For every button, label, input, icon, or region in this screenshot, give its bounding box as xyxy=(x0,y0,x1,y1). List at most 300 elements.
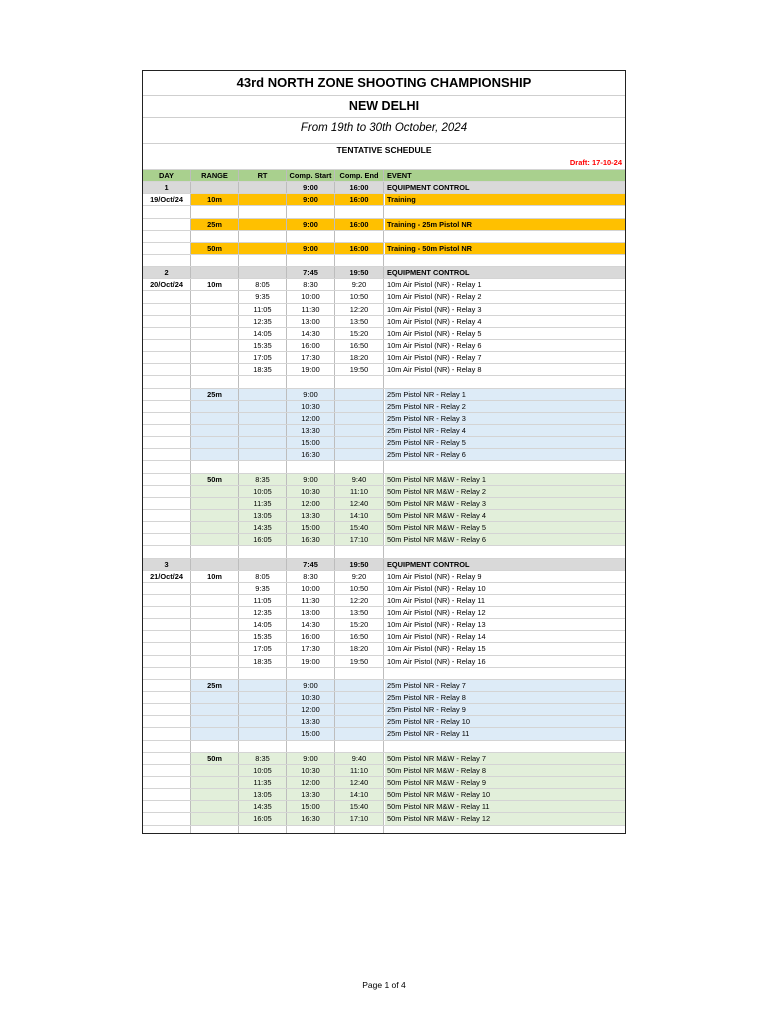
cell-ev: 10m Air Pistol (NR) - Relay 16 xyxy=(387,656,486,666)
cell-day xyxy=(143,692,191,703)
cell-ce xyxy=(335,741,384,752)
cell-range xyxy=(191,619,239,630)
cell-range xyxy=(191,425,239,436)
cell-ce xyxy=(335,413,384,424)
table-row xyxy=(143,618,625,630)
cell-range xyxy=(191,522,239,533)
cell-cs: 13:00 xyxy=(287,607,335,618)
cell-day xyxy=(143,401,191,412)
cell-ev: 10m Air Pistol (NR) - Relay 14 xyxy=(387,632,486,642)
cell-rt: 10:05 xyxy=(239,486,287,497)
table-row xyxy=(143,363,625,375)
cell-ev: 10m Air Pistol (NR) - Relay 12 xyxy=(387,608,486,618)
cell-day xyxy=(143,449,191,460)
cell-ev: 10m Air Pistol (NR) - Relay 2 xyxy=(387,292,482,302)
cell-range xyxy=(191,716,239,727)
cell-cs: 9:00 xyxy=(287,753,335,764)
table-row xyxy=(143,327,625,339)
cell-day xyxy=(143,352,191,363)
date-range: From 19th to 30th October, 2024 xyxy=(300,122,468,134)
cell-day: 21/Oct/24 xyxy=(143,571,191,582)
cell-range xyxy=(191,304,239,315)
table-row xyxy=(143,800,625,812)
cell-ce xyxy=(335,716,384,727)
cell-range xyxy=(191,461,239,472)
cell-ev: 10m Air Pistol (NR) - Relay 11 xyxy=(387,595,486,605)
cell-range xyxy=(191,656,239,667)
cell-rt xyxy=(239,206,287,217)
cell-cs: 9:00 xyxy=(287,243,335,254)
cell-rt: 18:35 xyxy=(239,656,287,667)
cell-range xyxy=(191,826,239,834)
cell-range xyxy=(191,352,239,363)
cell-rt xyxy=(239,194,287,205)
cell-ce: 16:00 xyxy=(335,194,384,205)
cell-rt xyxy=(239,728,287,739)
cell-day xyxy=(143,255,191,266)
cell-cs: 16:00 xyxy=(287,631,335,642)
table-row xyxy=(143,776,625,788)
cell-ev xyxy=(385,741,625,752)
cell-rt xyxy=(239,376,287,387)
cell-ce: 9:20 xyxy=(335,571,384,582)
cell-cs: 16:30 xyxy=(287,449,335,460)
cell-range xyxy=(191,631,239,642)
table-row xyxy=(143,788,625,800)
cell-ev: 10m Air Pistol (NR) - Relay 9 xyxy=(387,571,482,581)
cell-rt: 13:05 xyxy=(239,789,287,800)
cell-cs: 12:00 xyxy=(287,498,335,509)
cell-ce: 14:10 xyxy=(335,510,384,521)
table-row xyxy=(143,266,625,278)
table-row xyxy=(143,521,625,533)
table-row xyxy=(143,509,625,521)
cell-rt: 11:35 xyxy=(239,777,287,788)
cell-range xyxy=(191,449,239,460)
cell-range xyxy=(191,741,239,752)
cell-cs xyxy=(287,376,335,387)
cell-cs xyxy=(287,255,335,266)
cell-range xyxy=(191,364,239,375)
cell-rt xyxy=(239,449,287,460)
cell-ev: 10m Air Pistol (NR) - Relay 1 xyxy=(387,280,482,290)
cell-day: DAY xyxy=(143,170,191,181)
cell-ev: 50m Pistol NR M&W - Relay 1 xyxy=(385,474,625,485)
cell-ce xyxy=(335,704,384,715)
cell-range xyxy=(191,376,239,387)
cell-ev: 10m Air Pistol (NR) - Relay 3 xyxy=(387,304,482,314)
cell-ce: 9:20 xyxy=(335,279,384,290)
table-row xyxy=(143,679,625,691)
cell-ev: EQUIPMENT CONTROL xyxy=(387,183,470,193)
cell-day xyxy=(143,498,191,509)
table-row xyxy=(143,655,625,667)
cell-ev: Training - 50m Pistol NR xyxy=(385,243,625,254)
cell-rt: 18:35 xyxy=(239,364,287,375)
table-row xyxy=(143,460,625,472)
cell-range xyxy=(191,206,239,217)
cell-ev: 10m Air Pistol (NR) - Relay 10 xyxy=(387,583,486,593)
cell-rt: 17:05 xyxy=(239,352,287,363)
cell-rt xyxy=(239,255,287,266)
cell-day: 2 xyxy=(143,267,191,278)
cell-day xyxy=(143,643,191,654)
cell-rt xyxy=(239,243,287,254)
cell-ev: 25m Pistol NR - Relay 11 xyxy=(385,728,625,739)
cell-day xyxy=(143,741,191,752)
cell-ev: 50m Pistol NR M&W - Relay 2 xyxy=(385,486,625,497)
cell-ce: 12:20 xyxy=(335,304,384,315)
cell-day xyxy=(143,389,191,400)
cell-cs: 13:30 xyxy=(287,716,335,727)
cell-cs xyxy=(287,826,335,834)
cell-range: 10m xyxy=(191,571,239,582)
table-row xyxy=(143,448,625,460)
cell-rt xyxy=(239,559,287,570)
cell-day xyxy=(143,777,191,788)
cell-range xyxy=(191,182,239,193)
cell-cs: 13:30 xyxy=(287,425,335,436)
cell-ev xyxy=(385,668,625,679)
cell-cs: 16:30 xyxy=(287,813,335,824)
table-row xyxy=(143,290,625,302)
cell-rt: 15:35 xyxy=(239,340,287,351)
cell-ce xyxy=(335,437,384,448)
cell-ce: 9:40 xyxy=(335,474,384,485)
table-row xyxy=(143,752,625,764)
cell-cs xyxy=(287,231,335,242)
cell-ev: 50m Pistol NR M&W - Relay 11 xyxy=(385,801,625,812)
cell-day xyxy=(143,668,191,679)
table-row xyxy=(143,485,625,497)
cell-ce: 10:50 xyxy=(335,291,384,302)
cell-rt: 11:35 xyxy=(239,498,287,509)
cell-ev: 25m Pistol NR - Relay 6 xyxy=(385,449,625,460)
cell-rt: 14:35 xyxy=(239,801,287,812)
cell-day xyxy=(143,437,191,448)
table-row xyxy=(143,303,625,315)
cell-cs: 15:00 xyxy=(287,801,335,812)
table-row xyxy=(143,375,625,387)
cell-range xyxy=(191,559,239,570)
cell-rt: 15:35 xyxy=(239,631,287,642)
cell-ev xyxy=(385,546,625,557)
table-row xyxy=(143,315,625,327)
cell-cs: 15:00 xyxy=(287,728,335,739)
cell-range xyxy=(191,267,239,278)
cell-day xyxy=(143,364,191,375)
cell-cs xyxy=(287,461,335,472)
cell-day xyxy=(143,231,191,242)
cell-rt: 17:05 xyxy=(239,643,287,654)
cell-ev xyxy=(385,376,625,387)
cell-cs: 7:45 xyxy=(287,559,335,570)
table-row xyxy=(143,812,625,824)
cell-cs: 9:00 xyxy=(287,219,335,230)
cell-cs: 10:00 xyxy=(287,291,335,302)
cell-ev: 10m Air Pistol (NR) - Relay 13 xyxy=(387,620,486,630)
cell-ce: 16:00 xyxy=(335,243,384,254)
cell-range xyxy=(191,643,239,654)
cell-day xyxy=(143,716,191,727)
cell-ce xyxy=(335,376,384,387)
cell-ev: EQUIPMENT CONTROL xyxy=(387,559,470,569)
cell-ce: 16:50 xyxy=(335,631,384,642)
cell-ce: 18:20 xyxy=(335,352,384,363)
table-row xyxy=(143,388,625,400)
cell-cs xyxy=(287,206,335,217)
cell-ev xyxy=(385,461,625,472)
cell-day xyxy=(143,340,191,351)
cell-cs: 10:30 xyxy=(287,692,335,703)
cell-ce: 15:40 xyxy=(335,801,384,812)
cell-range xyxy=(191,607,239,618)
cell-ev xyxy=(385,826,625,834)
cell-ce xyxy=(335,255,384,266)
cell-cs: 13:30 xyxy=(287,789,335,800)
cell-range xyxy=(191,510,239,521)
cell-ce: 10:50 xyxy=(335,583,384,594)
cell-day xyxy=(143,522,191,533)
cell-cs: 9:00 xyxy=(287,182,335,193)
cell-rt xyxy=(239,668,287,679)
cell-cs: 7:45 xyxy=(287,267,335,278)
cell-day xyxy=(143,826,191,834)
cell-ce: 19:50 xyxy=(335,364,384,375)
cell-ev: 50m Pistol NR M&W - Relay 8 xyxy=(385,765,625,776)
cell-ev: 50m Pistol NR M&W - Relay 4 xyxy=(385,510,625,521)
cell-rt: 14:05 xyxy=(239,619,287,630)
cell-rt: 12:35 xyxy=(239,607,287,618)
cell-range: 25m xyxy=(191,219,239,230)
cell-day xyxy=(143,413,191,424)
cell-cs: 14:30 xyxy=(287,619,335,630)
cell-range xyxy=(191,546,239,557)
cell-cs: 15:00 xyxy=(287,522,335,533)
cell-day xyxy=(143,376,191,387)
cell-cs: 10:30 xyxy=(287,765,335,776)
cell-day xyxy=(143,219,191,230)
cell-ce: 12:20 xyxy=(335,595,384,606)
cell-day xyxy=(143,607,191,618)
cell-rt xyxy=(239,826,287,834)
cell-ev: 50m Pistol NR M&W - Relay 5 xyxy=(385,522,625,533)
cell-rt xyxy=(239,741,287,752)
cell-cs: 16:00 xyxy=(287,340,335,351)
cell-rt xyxy=(239,413,287,424)
cell-range xyxy=(191,692,239,703)
cell-cs: 8:30 xyxy=(287,279,335,290)
cell-ce: 16:00 xyxy=(335,182,384,193)
cell-cs: 10:30 xyxy=(287,486,335,497)
table-row xyxy=(143,412,625,424)
cell-range xyxy=(191,328,239,339)
cell-cs: Comp. Start xyxy=(287,170,335,181)
cell-rt: 14:05 xyxy=(239,328,287,339)
cell-ce xyxy=(335,461,384,472)
cell-ev: 10m Air Pistol (NR) - Relay 15 xyxy=(387,644,486,654)
cell-ce xyxy=(335,389,384,400)
cell-rt: 16:05 xyxy=(239,534,287,545)
cell-cs: 12:00 xyxy=(287,777,335,788)
cell-ce: 11:10 xyxy=(335,486,384,497)
cell-day xyxy=(143,789,191,800)
cell-rt xyxy=(239,182,287,193)
cell-rt: 9:35 xyxy=(239,291,287,302)
table-row xyxy=(143,230,625,242)
cell-day xyxy=(143,680,191,691)
cell-range xyxy=(191,291,239,302)
cell-ce: 11:10 xyxy=(335,765,384,776)
cell-cs: 14:30 xyxy=(287,328,335,339)
cell-range: 50m xyxy=(191,243,239,254)
cell-ce: 13:50 xyxy=(335,316,384,327)
cell-range xyxy=(191,801,239,812)
table-row xyxy=(143,254,625,266)
cell-cs: 11:30 xyxy=(287,304,335,315)
table-row xyxy=(143,278,625,290)
cell-day xyxy=(143,510,191,521)
cell-ev: 50m Pistol NR M&W - Relay 6 xyxy=(385,534,625,545)
cell-range: 25m xyxy=(191,680,239,691)
cell-ce xyxy=(335,728,384,739)
cell-day xyxy=(143,243,191,254)
cell-ce xyxy=(335,546,384,557)
cell-rt: 14:35 xyxy=(239,522,287,533)
cell-ce: 14:10 xyxy=(335,789,384,800)
cell-range: 10m xyxy=(191,194,239,205)
table-row xyxy=(143,582,625,594)
cell-day xyxy=(143,813,191,824)
cell-rt: 8:35 xyxy=(239,753,287,764)
cell-day xyxy=(143,486,191,497)
cell-ce: 17:10 xyxy=(335,534,384,545)
cell-day xyxy=(143,328,191,339)
cell-range xyxy=(191,486,239,497)
cell-ce: 15:40 xyxy=(335,522,384,533)
cell-range xyxy=(191,728,239,739)
cell-ce: 17:10 xyxy=(335,813,384,824)
cell-ev: 25m Pistol NR - Relay 9 xyxy=(385,704,625,715)
cell-ce: 12:40 xyxy=(335,777,384,788)
cell-ev: 50m Pistol NR M&W - Relay 10 xyxy=(385,789,625,800)
table-row xyxy=(143,339,625,351)
table-row xyxy=(143,400,625,412)
cell-ev: 50m Pistol NR M&W - Relay 3 xyxy=(385,498,625,509)
table-row xyxy=(143,825,625,834)
cell-ev: Training - 25m Pistol NR xyxy=(385,219,625,230)
cell-rt xyxy=(239,267,287,278)
cell-day xyxy=(143,704,191,715)
cell-ev xyxy=(385,206,625,217)
cell-ev: 10m Air Pistol (NR) - Relay 4 xyxy=(387,316,482,326)
cell-rt: 12:35 xyxy=(239,316,287,327)
cell-rt: 11:05 xyxy=(239,304,287,315)
cell-day xyxy=(143,316,191,327)
table-row xyxy=(143,533,625,545)
cell-ev: 10m Air Pistol (NR) - Relay 5 xyxy=(387,328,482,338)
schedule-sheet xyxy=(142,70,626,834)
cell-day xyxy=(143,534,191,545)
cell-rt: 8:05 xyxy=(239,279,287,290)
cell-range: 50m xyxy=(191,474,239,485)
cell-rt xyxy=(239,231,287,242)
cell-ev xyxy=(385,231,625,242)
draft-note: Draft: 17-10-24 xyxy=(569,158,622,167)
table-row xyxy=(143,424,625,436)
cell-range xyxy=(191,498,239,509)
table-header-row xyxy=(143,169,625,181)
cell-ce xyxy=(335,449,384,460)
cell-day xyxy=(143,631,191,642)
cell-ce: 19:50 xyxy=(335,559,384,570)
cell-cs: 17:30 xyxy=(287,352,335,363)
cell-rt xyxy=(239,389,287,400)
cell-day: 20/Oct/24 xyxy=(143,279,191,290)
cell-day: 3 xyxy=(143,559,191,570)
cell-cs xyxy=(287,668,335,679)
cell-day xyxy=(143,753,191,764)
cell-rt: 13:05 xyxy=(239,510,287,521)
cell-cs: 9:00 xyxy=(287,680,335,691)
cell-ce xyxy=(335,206,384,217)
table-row xyxy=(143,558,625,570)
table-row xyxy=(143,594,625,606)
cell-range xyxy=(191,437,239,448)
cell-ev: EVENT xyxy=(387,171,412,180)
cell-range: 25m xyxy=(191,389,239,400)
cell-range xyxy=(191,340,239,351)
cell-ev: 10m Air Pistol (NR) - Relay 7 xyxy=(387,353,482,363)
cell-ce: 16:00 xyxy=(335,219,384,230)
city-title: NEW DELHI xyxy=(348,99,420,113)
cell-rt xyxy=(239,546,287,557)
table-row xyxy=(143,691,625,703)
table-row xyxy=(143,667,625,679)
cell-range xyxy=(191,401,239,412)
table-row xyxy=(143,351,625,363)
cell-day xyxy=(143,656,191,667)
page-footer: Page 1 of 4 xyxy=(362,980,406,990)
table-row xyxy=(143,703,625,715)
cell-range xyxy=(191,813,239,824)
cell-ev: 25m Pistol NR - Relay 7 xyxy=(385,680,625,691)
cell-day xyxy=(143,304,191,315)
cell-range xyxy=(191,777,239,788)
cell-ev: EQUIPMENT CONTROL xyxy=(387,268,470,278)
table-row xyxy=(143,218,625,230)
table-row xyxy=(143,193,625,205)
cell-rt: 9:35 xyxy=(239,583,287,594)
cell-day xyxy=(143,461,191,472)
cell-cs: 12:00 xyxy=(287,413,335,424)
cell-rt xyxy=(239,219,287,230)
cell-range xyxy=(191,583,239,594)
cell-range xyxy=(191,316,239,327)
cell-day xyxy=(143,728,191,739)
cell-day xyxy=(143,765,191,776)
cell-cs: 9:00 xyxy=(287,389,335,400)
cell-cs: 13:30 xyxy=(287,510,335,521)
cell-ev: 25m Pistol NR - Relay 2 xyxy=(385,401,625,412)
cell-day xyxy=(143,595,191,606)
cell-ev: 10m Air Pistol (NR) - Relay 6 xyxy=(387,340,482,350)
table-row xyxy=(143,630,625,642)
cell-day xyxy=(143,291,191,302)
table-row xyxy=(143,727,625,739)
cell-cs: 13:00 xyxy=(287,316,335,327)
cell-cs: 8:30 xyxy=(287,571,335,582)
